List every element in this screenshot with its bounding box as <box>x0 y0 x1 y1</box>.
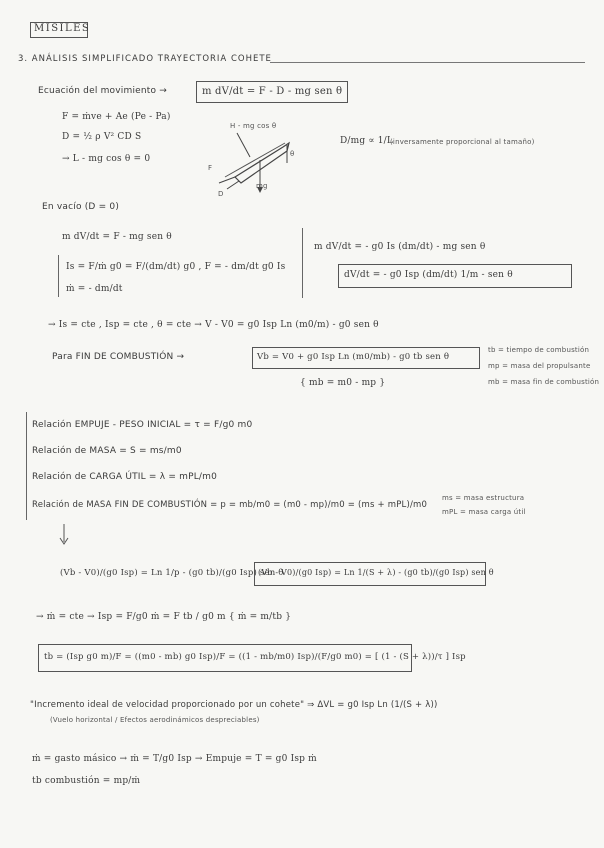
isp-definition: Is = F/ṁ g0 = F/(dm/dt) g0 , F = - dm/dt g0 Is <box>66 262 286 272</box>
constants-line: → Is = cte , Isp = cte , θ = cte → V - V0 = g0 Isp Ln (m0/m) - g0 sen θ <box>48 320 379 330</box>
rocket-body <box>235 143 289 183</box>
burnout-note: { mb = m0 - mp } <box>300 378 386 388</box>
derived-equation: (Vb - V0)/(g0 Isp) = Ln 1/p - (g0 tb)/(g0 Isp) sen θ <box>60 568 284 578</box>
relation-payload: Relación de CARGA ÚTIL = λ = mPL/m0 <box>32 472 218 482</box>
fig-label-mg: mg <box>256 182 268 190</box>
fig-label-top: H - mg cos θ <box>230 122 277 130</box>
vacuum-right-eq1: m dV/dt = - g0 Is (dm/dt) - mg sen θ <box>314 242 486 252</box>
mass-flow-line: ṁ = gasto másico → ṁ = T/g0 Isp → Empuje = T = g0 Isp ṁ <box>32 754 317 764</box>
vacuum-divider <box>302 228 303 298</box>
burnout-label: Para FIN DE COMBUSTIÓN → <box>52 352 185 362</box>
mdot-definition: ṁ = - dm/dt <box>66 284 123 294</box>
derived-boxed-equation: (Vb - V0)/(g0 Isp) = Ln 1/(S + λ) - (g0 tb)/(g0 Isp) sen θ <box>258 568 494 577</box>
normal-equation: → L - mg cos θ = 0 <box>62 154 151 164</box>
burnout-legend-1: tb = tiempo de combustión <box>488 346 590 354</box>
mdot-constant-line: → ṁ = cte → Isp = F/g0 ṁ = F tb / g0 m { ṁ = m/tb } <box>36 612 292 622</box>
drag-equation: D = ½ ρ V² CD S <box>62 132 142 142</box>
vacuum-right-eq2: dV/dt = - g0 Isp (dm/dt) 1/m - sen θ <box>344 270 513 280</box>
section-underline <box>270 62 585 63</box>
burn-time-line: tb combustión = mp/ṁ <box>32 776 141 786</box>
relation-note-payload: mPL = masa carga útil <box>442 508 526 516</box>
vacuum-heading: En vacío (D = 0) <box>42 202 120 212</box>
relation-burnout-mass: Relación de MASA FIN DE COMBUSTIÓN = p = mb/m0 = (m0 - mp)/m0 = (ms + mPL)/m0 <box>32 500 428 510</box>
vacuum-bracket <box>58 255 59 297</box>
proportionality: D/mg ∝ 1/L <box>340 136 394 146</box>
relation-thrust-weight: Relación EMPUJE - PESO INICIAL = τ = F/g0 m0 <box>32 420 253 430</box>
main-equation: m dV/dt = F - D - mg sen θ <box>202 86 343 97</box>
tb-equation: tb = (Isp g0 m)/F = ((m0 - mb) g0 Isp)/F = ((1 - mb/m0) Isp)/(F/g0 m0) = [ (1 - (S + λ))/τ ] Isp <box>44 652 466 662</box>
vacuum-eq1: m dV/dt = F - mg sen θ <box>62 232 172 242</box>
burnout-legend-3: mb = masa fin de combustión <box>488 378 600 386</box>
proportionality-note: (inversamente proporcional al tamaño) <box>390 138 535 146</box>
ideal-velocity-note: (Vuelo horizontal / Efectos aerodinámicos despreciables) <box>50 716 260 724</box>
relations-bracket <box>26 412 27 520</box>
down-arrow-icon <box>58 524 70 546</box>
page-title: MISILES <box>34 23 91 34</box>
fig-label-D: D <box>218 190 224 198</box>
fig-label-F: F <box>208 164 213 172</box>
relation-mass: Relación de MASA = S = ms/m0 <box>32 446 182 456</box>
burnout-equation: Vb = V0 + g0 Isp Ln (m0/mb) - g0 tb sen θ <box>257 352 450 362</box>
ideal-velocity-line: "Incremento ideal de velocidad proporcionado por un cohete" ⇒ ΔVL = g0 Isp Ln (1/(S + λ)) <box>30 700 438 710</box>
burnout-legend-2: mp = masa del propulsante <box>488 362 591 370</box>
motion-label: Ecuación del movimiento → <box>38 86 168 96</box>
section-heading: 3. ANÁLISIS SIMPLIFICADO TRAYECTORIA COHETE <box>18 54 272 64</box>
fig-label-theta: θ <box>290 150 295 158</box>
thrust-equation: F = ṁve + Ae (Pe - Pa) <box>62 112 171 122</box>
relation-note-structure: ms = masa estructura <box>442 494 525 502</box>
